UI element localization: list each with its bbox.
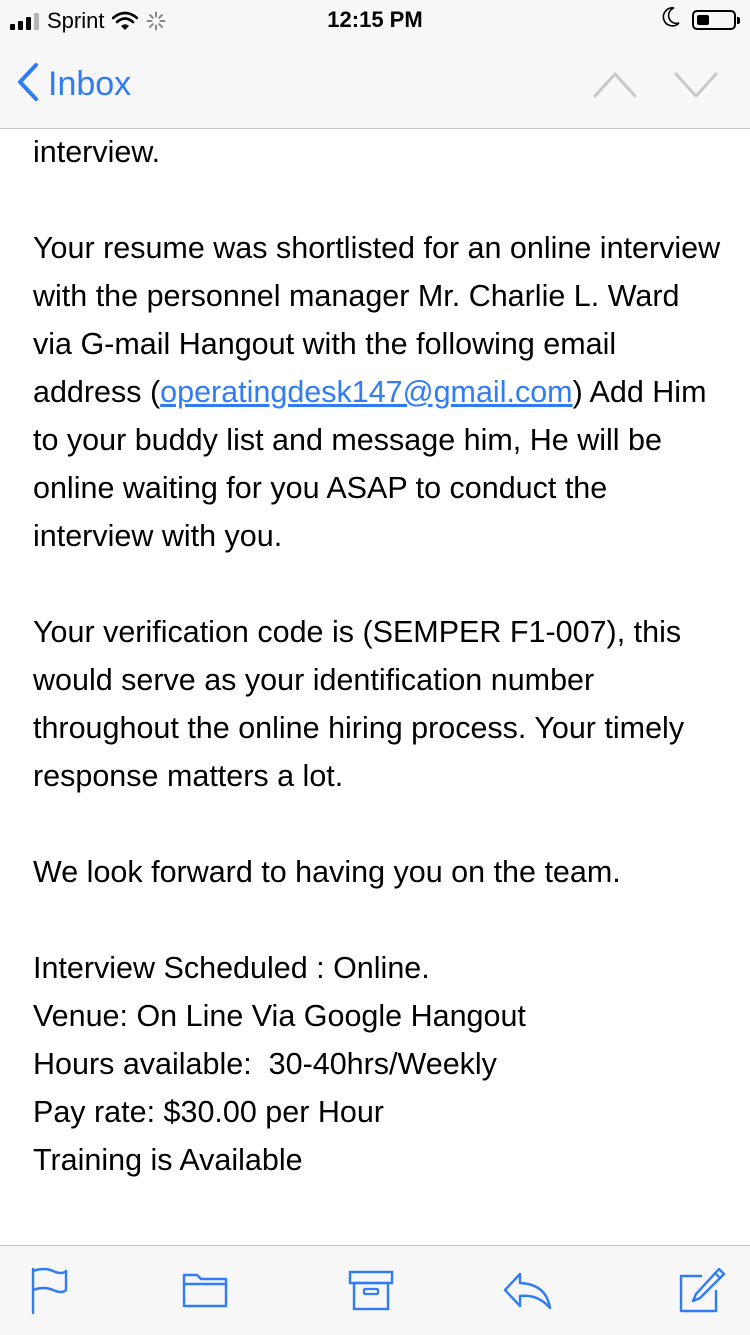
status-time: 12:15 PM xyxy=(327,7,423,32)
bottom-toolbar xyxy=(0,1245,750,1335)
chevron-left-icon xyxy=(16,62,40,107)
compose-button[interactable] xyxy=(676,1266,726,1316)
move-to-folder-button[interactable] xyxy=(180,1266,230,1316)
email-address-link[interactable]: operatingdesk147@gmail.com xyxy=(160,375,573,409)
email-paragraph-closing: We look forward to having you on the team. xyxy=(33,855,621,889)
flag-button[interactable] xyxy=(28,1266,78,1316)
reply-button[interactable] xyxy=(502,1266,552,1316)
back-to-inbox-button[interactable] xyxy=(16,62,131,106)
archive-icon xyxy=(346,1266,396,1316)
moon-icon xyxy=(662,7,680,33)
detail-line: Hours available: 30-40hrs/Weekly xyxy=(33,1047,497,1081)
chevron-down-icon xyxy=(673,70,719,100)
detail-line: Training is Available xyxy=(33,1143,303,1177)
chevron-up-icon xyxy=(592,70,638,100)
status-right xyxy=(662,8,736,32)
detail-line: Venue: On Line Via Google Hangout xyxy=(33,999,526,1033)
detail-line: Pay rate: $30.00 per Hour xyxy=(33,1095,384,1129)
next-message-button[interactable] xyxy=(673,70,719,100)
navigation-bar xyxy=(0,40,750,129)
battery-icon xyxy=(692,10,736,30)
battery-level xyxy=(697,15,709,25)
carrier-name: Sprint xyxy=(47,8,105,33)
paragraph-text: Your resume was shortlisted for an online interview with the personnel manager Mr. Charlie L. Ward via G-mail Hangout with the following email address ( xyxy=(33,231,721,409)
status-bar xyxy=(0,0,750,40)
email-body[interactable] xyxy=(33,128,723,1243)
detail-line: Interview Scheduled : Online. xyxy=(33,951,430,985)
reply-icon xyxy=(502,1266,554,1316)
archive-button[interactable] xyxy=(346,1266,396,1316)
folder-icon xyxy=(180,1266,230,1316)
paragraph-text: ) Add Him to your buddy list and message him, He will be online waiting for you ASAP to conduct the interview with you. xyxy=(33,375,707,553)
back-label: Inbox xyxy=(48,64,132,103)
flag-icon xyxy=(28,1266,78,1316)
previous-message-button[interactable] xyxy=(592,70,638,100)
email-paragraph-verification: Your verification code is (SEMPER F1-007), this would serve as your identification number throughout the online hiring process. Your timely response matters a lot. xyxy=(33,615,685,793)
email-paragraph-interview xyxy=(33,224,723,560)
compose-icon xyxy=(676,1266,726,1316)
email-lead-text: interview. xyxy=(33,135,161,169)
